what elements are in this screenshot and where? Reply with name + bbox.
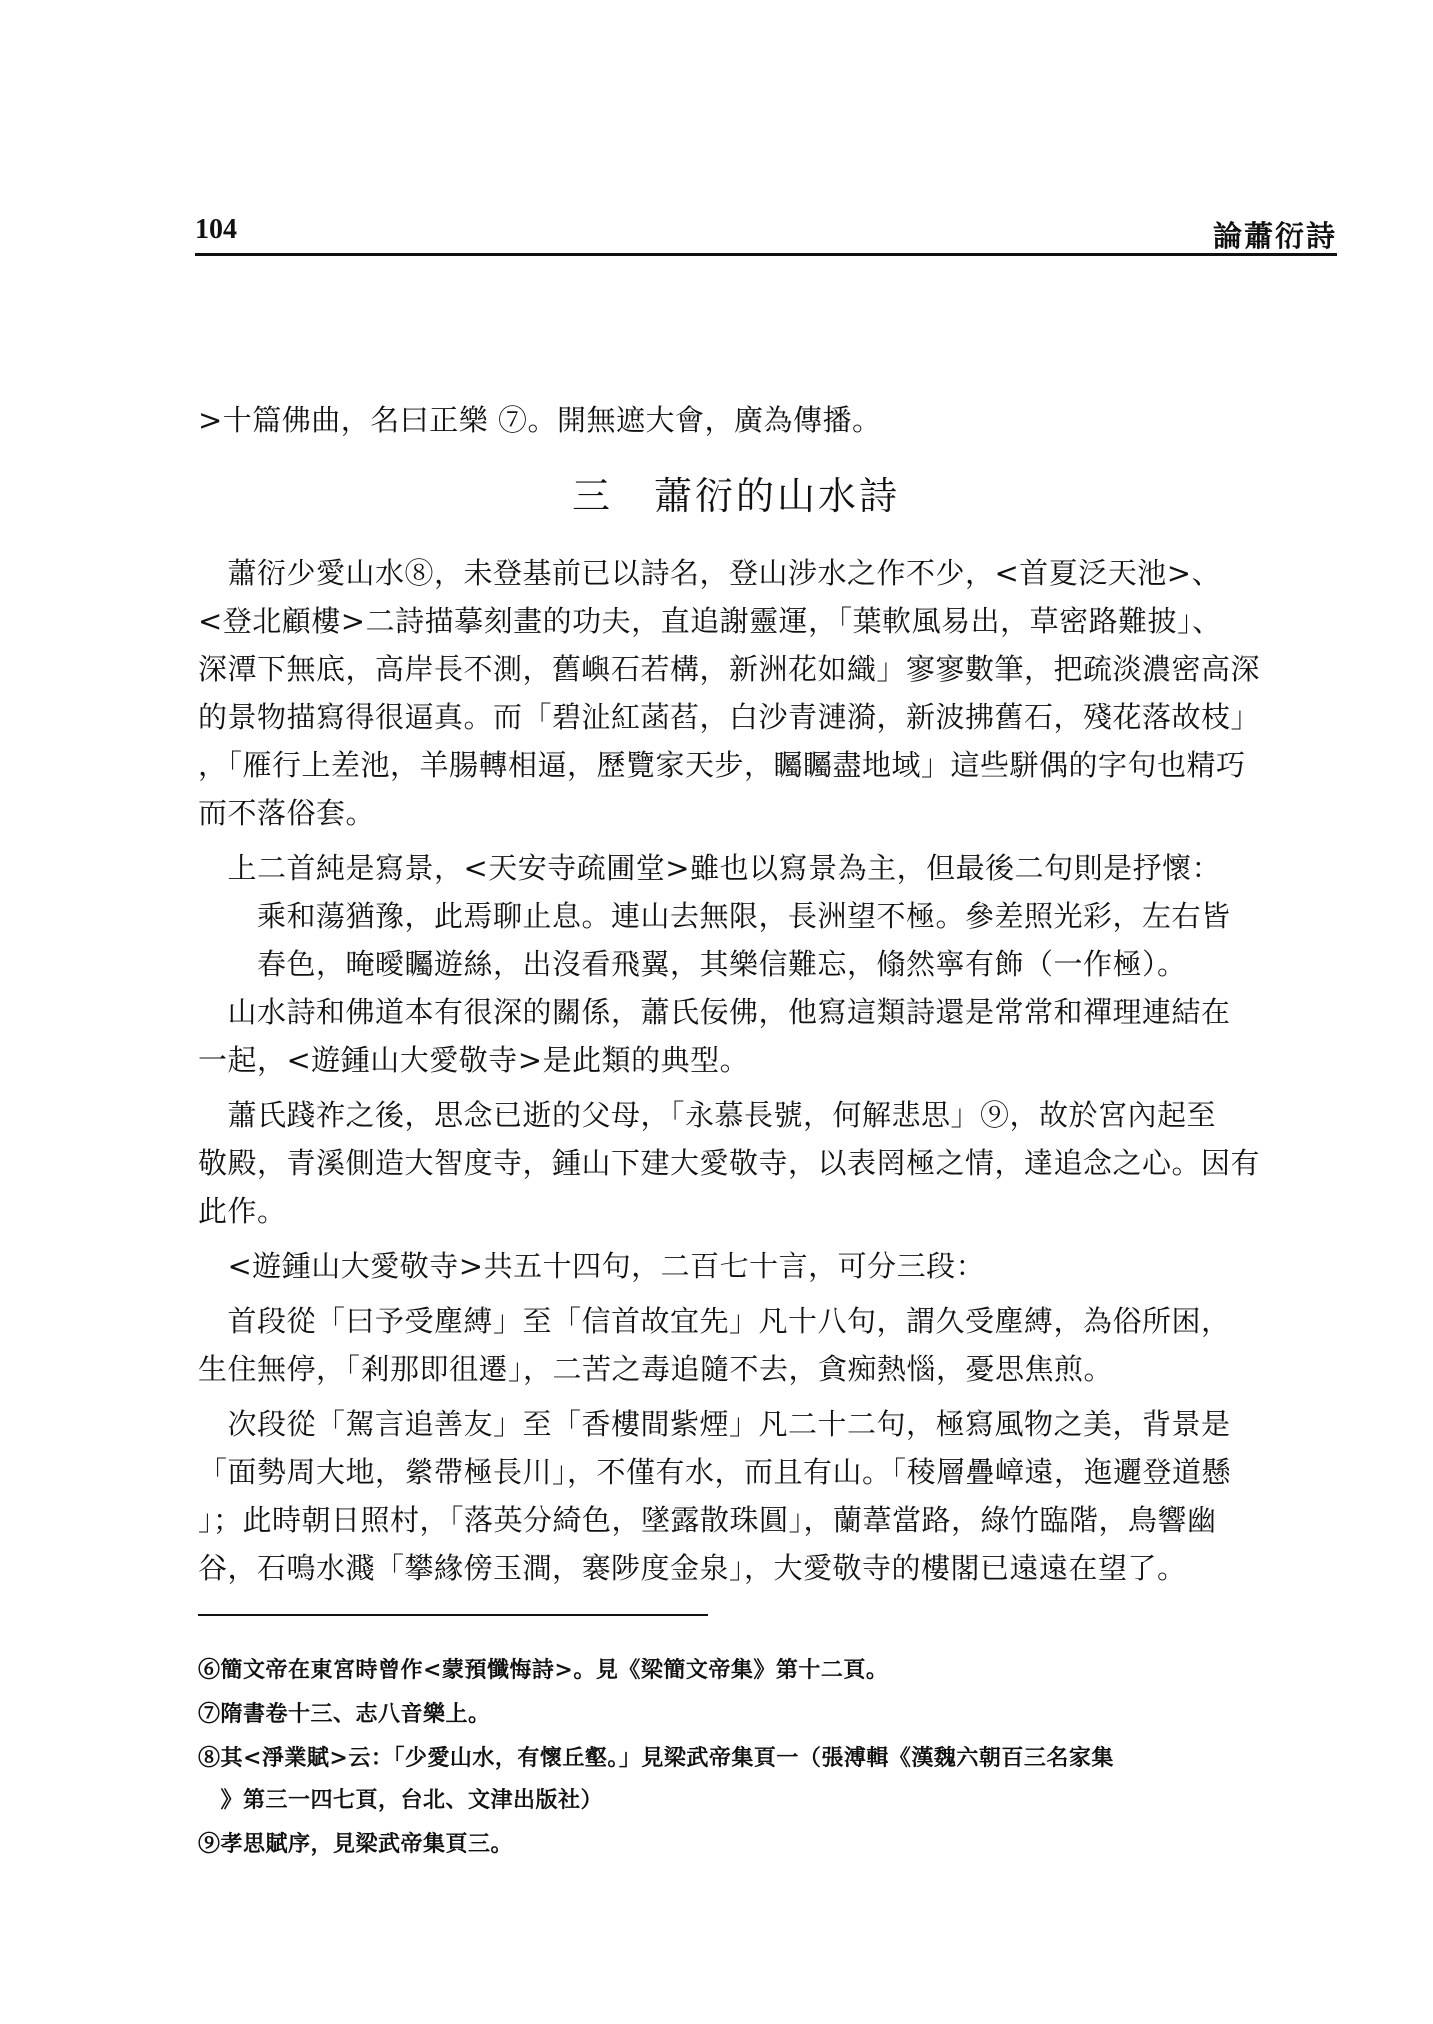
footnote: ⑧其<淨業賦>云：「少愛山水，有懷丘壑。」見梁武帝集頁一（張溥輯《漢魏六朝百三名家集 (198, 1745, 1114, 1771)
body-line: 首段從「曰予受塵縛」至「信首故宜先」凡十八句，謂久受塵縛，為俗所困， (198, 1304, 1231, 1338)
body-line: <遊鍾山大愛敬寺>共五十四句，二百七十言，可分三段： (198, 1249, 986, 1283)
header-rule (195, 253, 1337, 256)
body-line: 」；此時朝日照村，「落英分綺色，墜露散珠圓」，蘭葦當路，綠竹臨階，鳥響幽 (198, 1503, 1217, 1537)
body-line: 敬殿，青溪側造大智度寺，鍾山下建大愛敬寺，以表罔極之情，達追念之心。因有 (198, 1146, 1261, 1180)
footnote: ⑨孝思賦序，見梁武帝集頁三。 (198, 1831, 514, 1857)
body-line: 的景物描寫得很逼真。而「碧沚紅菡萏，白沙青漣漪，新波拂舊石，殘花落故枝」 (198, 700, 1261, 734)
body-line: ，「雁行上差池，羊腸轉相逼，歷覽家天步，矚矚盡地域」這些駢偶的字句也精巧 (198, 748, 1246, 782)
body-line: 山水詩和佛道本有很深的關係，蕭氏佞佛，他寫這類詩還是常常和禪理連結在 (198, 995, 1231, 1029)
body-line: 深潭下無底，高岸長不測，舊嶼石若構，新洲花如織」寥寥數筆，把疏淡濃密高深 (198, 652, 1261, 686)
body-line: 一起，<遊鍾山大愛敬寺>是此類的典型。 (198, 1043, 750, 1077)
body-line: 蕭氏踐祚之後，思念已逝的父母，「永慕長號，何解悲思」⑨，故於宮內起至 (198, 1098, 1217, 1132)
body-line: 上二首純是寫景，<天安寺疏圃堂>雖也以寫景為主，但最後二句則是抒懷： (198, 851, 1222, 885)
running-title: 論蕭衍詩 (1212, 219, 1337, 253)
page-header (195, 214, 1337, 254)
body-line: 「面勢周大地，縈帶極長川」，不僅有水，而且有山。「稜層疊嶂遠，迤邐登道懸 (198, 1455, 1232, 1489)
quote-line: 乘和蕩猶豫，此焉聊止息。連山去無限，長洲望不極。參差照光彩，左右皆 (198, 899, 1231, 933)
quote-line: 春色，晻曖矚遊絲，出沒看飛翼，其樂信難忘，翛然寧有飾（一作極）。 (198, 947, 1187, 981)
body-line: 谷，石鳴水濺「攀緣傍玉澗，褰陟度金泉」，大愛敬寺的樓閣已遠遠在望了。 (198, 1551, 1187, 1585)
footnote: 》第三一四七頁，台北、文津出版社） (198, 1787, 604, 1813)
body-line: 而不落俗套。 (198, 796, 376, 830)
body-line: <登北顧樓>二詩描摹刻畫的功夫，直追謝靈運，「葉軟風易出，草密路難披」、 (198, 604, 1222, 638)
body-line: 次段從「駕言追善友」至「香樓間紫煙」凡二十二句，極寫風物之美，背景是 (198, 1407, 1231, 1441)
footnote: ⑥簡文帝在東宮時曾作<蒙預懺悔詩>。見《梁簡文帝集》第十二頁。 (198, 1657, 889, 1683)
body-line: 蕭衍少愛山水⑧，未登基前已以詩名，登山涉水之作不少，<首夏泛天池>、 (198, 556, 1222, 590)
footnote-rule (198, 1614, 708, 1616)
footnote: ⑦隋書卷十三、志八音樂上。 (198, 1701, 491, 1727)
body-line: 此作。 (198, 1194, 287, 1228)
intro-line: >十篇佛曲，名曰正樂 ⑦。開無遮大會，廣為傳播。 (198, 403, 882, 437)
page-number: 104 (195, 214, 237, 245)
section-heading: 三 蕭衍的山水詩 (572, 474, 901, 518)
body-line: 生住無停，「剎那即徂遷」，二苦之毒追隨不去，貪痴熱惱，憂思焦煎。 (198, 1352, 1114, 1386)
